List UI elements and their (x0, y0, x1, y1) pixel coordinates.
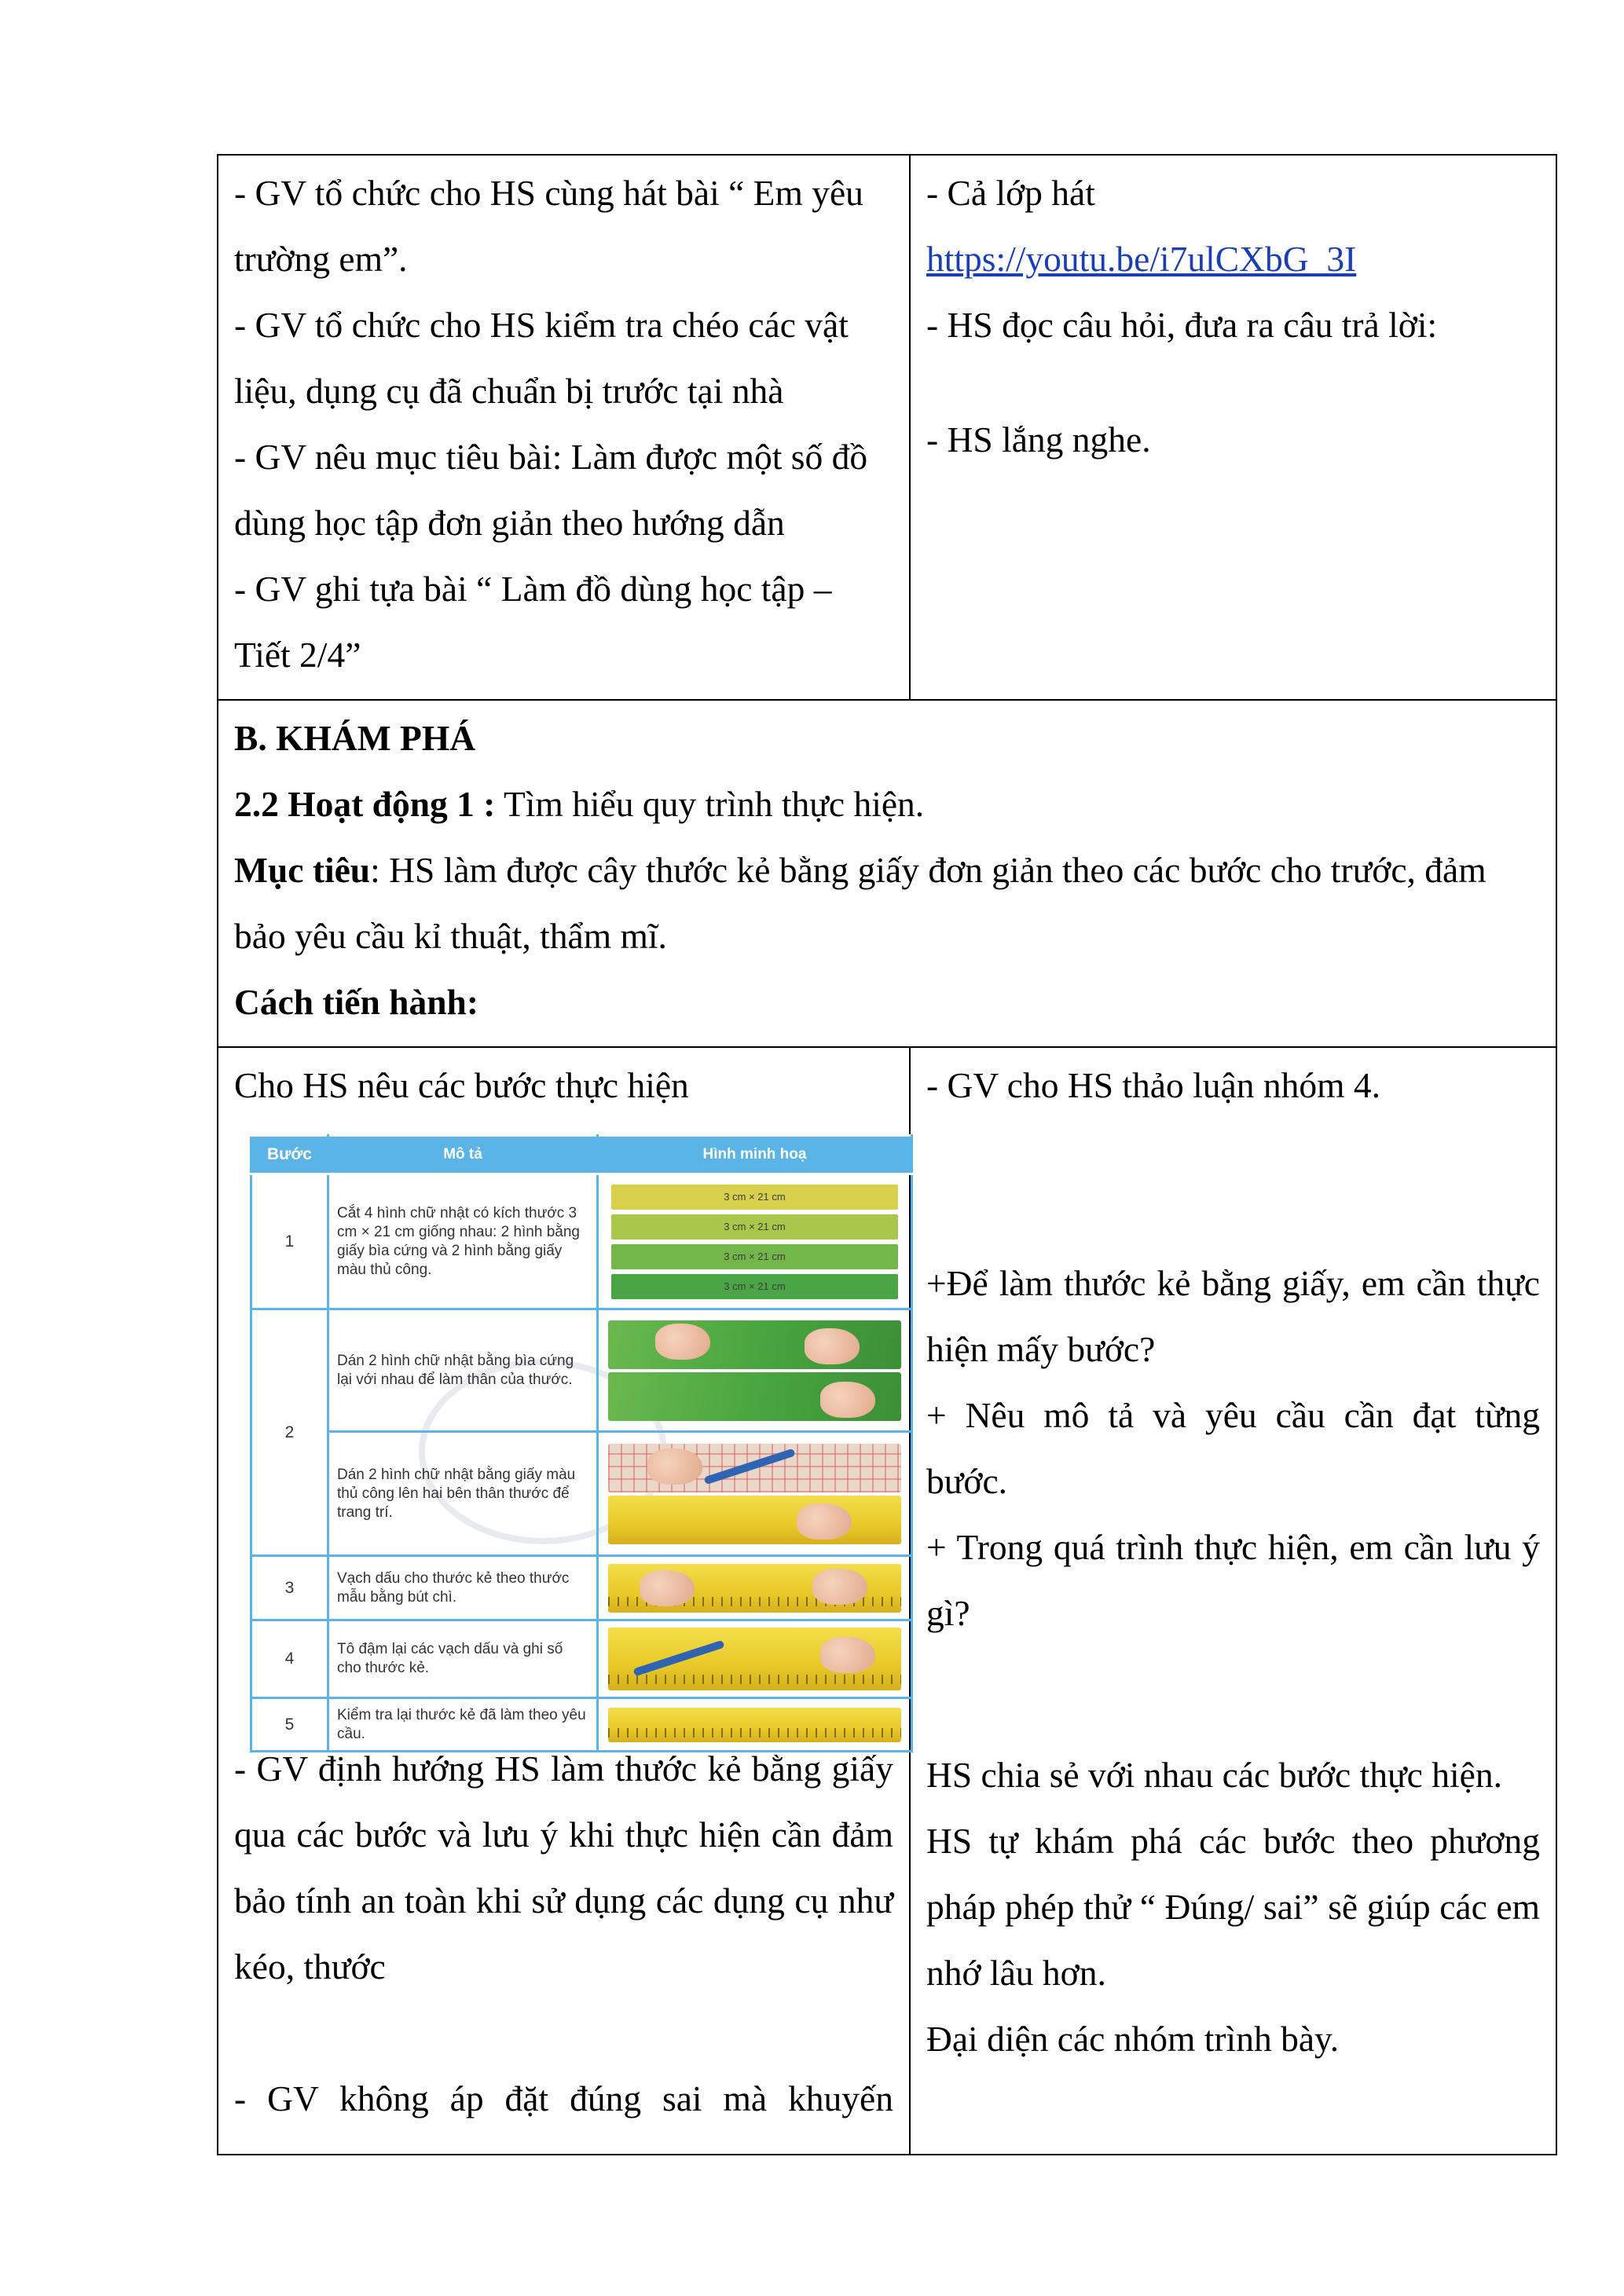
mark-photo (608, 1564, 901, 1613)
teacher-sing: - GV tổ chức cho HS cùng hát bài “ Em yêu trường em”. (234, 173, 863, 279)
teacher-no-impose: - GV không áp đặt đúng sai mà khuyến (234, 2078, 893, 2118)
decorate-photo (608, 1444, 901, 1492)
teacher-goal: - GV nêu mục tiêu bài: Làm được một số đồ dùng học tập đơn giản theo hướng dẫn (234, 437, 868, 543)
step-desc: Kiểm tra lại thước kẻ đã làm theo yêu cầu. (328, 1698, 598, 1752)
step-desc: Cắt 4 hình chữ nhật có kích thước 3 cm × 21 cm giống nhau: 2 hình bằng giấy bìa cứng và 2 hình bằng giấy màu thủ công. (328, 1174, 598, 1309)
header-illustration: Hình minh hoạ (598, 1136, 912, 1174)
decorate-photo (608, 1496, 901, 1544)
student-listen: - HS lắng nghe. (926, 419, 1151, 460)
goal-text: : HS làm được cây thước kẻ bằng giấy đơn giản theo các bước cho trước, đảm bảo yêu cầu kỉ thuật, thẩm mĩ. (234, 850, 1487, 956)
step-desc: Tô đậm lại các vạch dấu và ghi số cho thước kẻ. (328, 1620, 598, 1698)
goal-label: Mục tiêu (234, 850, 371, 890)
activity-student-cell (910, 1047, 1556, 2155)
activity-row (218, 1047, 1556, 2155)
section-row (218, 700, 1556, 1047)
group-present: Đại diện các nhóm trình bày. (926, 2019, 1340, 2059)
steps-table (250, 1134, 913, 1752)
paper-strip: 3 cm × 21 cm (611, 1244, 898, 1269)
question-steps: +Để làm thước kẻ bằng giấy, em cần thực hiện mấy bước? (926, 1263, 1540, 1369)
steps-header-row (251, 1136, 912, 1174)
teacher-title: - GV ghi tựa bài “ Làm đồ dùng học tập – Tiết 2/4” (234, 569, 832, 675)
step-illustration (598, 1309, 912, 1432)
step-illustration (598, 1432, 912, 1556)
intro-row (218, 155, 1556, 700)
activity-line (234, 771, 1540, 837)
step-illustration (598, 1174, 912, 1309)
step-desc: Dán 2 hình chữ nhật bằng giấy màu thủ công lên hai bên thân thước để trang trí. (328, 1432, 598, 1556)
check-photo (608, 1708, 901, 1742)
step-row-2a (251, 1309, 912, 1432)
step-number: 1 (251, 1174, 328, 1309)
step-row-5 (251, 1698, 912, 1752)
step-row-4 (251, 1620, 912, 1698)
section-heading: B. KHÁM PHÁ (234, 718, 476, 758)
intro-teacher-cell (218, 155, 910, 700)
paper-strip: 3 cm × 21 cm (611, 1185, 898, 1210)
step-row-2b (251, 1432, 912, 1556)
lesson-table (217, 154, 1557, 2155)
class-sing: - Cả lớp hát (926, 173, 1095, 213)
student-answer: - HS đọc câu hỏi, đưa ra câu trả lời: (926, 305, 1438, 345)
question-describe: + Nêu mô tả và yêu cầu cần đạt từng bước. (926, 1395, 1540, 1501)
goal-line (234, 837, 1540, 969)
step-desc: Vạch dấu cho thước kẻ theo thước mẫu bằng bút chì. (328, 1556, 598, 1620)
student-explore: HS tự khám phá các bước theo phương pháp phép thử “ Đúng/ sai” sẽ giúp các em nhớ lâu hơn. (926, 1821, 1540, 1993)
teacher-check: - GV tổ chức cho HS kiểm tra chéo các vật liệu, dụng cụ đã chuẩn bị trước tại nhà (234, 305, 849, 411)
step-row-3 (251, 1556, 912, 1620)
group-discussion: - GV cho HS thảo luận nhóm 4. (926, 1065, 1380, 1105)
activity-teacher-cell (218, 1047, 910, 2155)
teacher-guide: - GV định hướng HS làm thước kẻ bằng giấy qua các bước và lưu ý khi thực hiện cần đảm bảo tính an toàn khi sử dụng các dụng cụ như kéo, thước (234, 1749, 893, 1987)
step-row-1 (251, 1174, 912, 1309)
glue-photo (608, 1320, 901, 1369)
header-step: Bước (251, 1136, 328, 1174)
song-link[interactable]: https://youtu.be/i7ulCXbG_3I (926, 239, 1357, 279)
student-share: HS chia sẻ với nhau các bước thực hiện. (926, 1755, 1502, 1795)
step-number: 4 (251, 1620, 328, 1698)
intro-student-cell (910, 155, 1556, 700)
paper-strip: 3 cm × 21 cm (611, 1214, 898, 1240)
step-number: 2 (251, 1309, 328, 1556)
steps-intro: Cho HS nêu các bước thực hiện (234, 1065, 689, 1105)
step-desc: Dán 2 hình chữ nhật bằng bìa cứng lại với nhau để làm thân của thước. (328, 1309, 598, 1432)
step-illustration (598, 1556, 912, 1620)
glue-photo (608, 1372, 901, 1421)
paper-strip: 3 cm × 21 cm (611, 1274, 898, 1299)
steps-figure (234, 1123, 880, 1742)
method-label: Cách tiến hành: (234, 982, 478, 1022)
step-illustration (598, 1620, 912, 1698)
section-cell (218, 700, 1556, 1047)
activity-label: 2.2 Hoạt động 1 : (234, 784, 496, 824)
header-desc: Mô tả (328, 1136, 598, 1174)
activity-text: Tìm hiểu quy trình thực hiện. (495, 784, 925, 824)
trace-photo (608, 1628, 901, 1690)
step-illustration (598, 1698, 912, 1752)
step-number: 3 (251, 1556, 328, 1620)
question-notes: + Trong quá trình thực hiện, em cần lưu ý gì? (926, 1527, 1540, 1633)
step-number: 5 (251, 1698, 328, 1752)
